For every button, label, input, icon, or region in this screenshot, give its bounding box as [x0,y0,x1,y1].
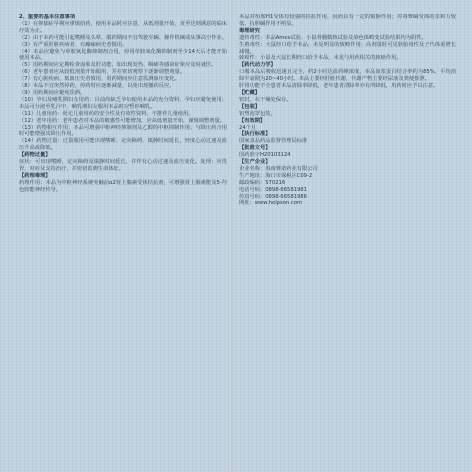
left-column [19,14,227,464]
paragraph: 生产地址：海口市保税区C09-2 [239,172,313,179]
section-heading: 【贮藏】 [239,89,260,96]
section-heading: 毒理研究 [239,27,260,34]
paragraph: 企业名称：海南赛诺药业有限公司 [239,165,318,172]
paragraph: 密封，在干燥处保存。 [239,96,292,103]
section-heading: 【执行标准】 [239,131,271,138]
paragraph: 24个月 [239,124,257,131]
paragraph: （3）有严重肝脏疾病者、有癫痫病史者慎用。 [19,41,128,48]
paragraph: （9）用药期间应避免饮酒。 [19,89,86,96]
paragraph: （13）药物相互作用：本品可增强中枢神经抑制剂及乙醇的中枢抑制作用；与降压药合用时可能增强其降压作用。 [19,124,227,138]
paragraph: 本品对组胺H1受体有较强的拮抗作用，因而具有一定的镇静作用；对毒蕈碱受体的亲和力较低，抗胆碱作用不明显。 [239,14,456,27]
paragraph: 口服本品后吸收迅速且完全，约2小时达血药峰浓度。本品血浆蛋白结合率约为85%，平均消除半衰期为20~40小时。本品主要经肝脏代谢，代谢产物主要经尿液及粪便排泄。 [239,69,456,83]
paragraph: 网址：www.helpson.com [239,200,302,207]
paragraph: （1）在抑郁症早期应谨慎给药，使用本品时应注意，从低剂量开始，直至达到满意的临床疗效为止。 [19,20,227,34]
paragraph: 国家食品药品监督管理局标准 [239,138,308,145]
paragraph: （6）老年患者应从较低剂量开始服用，并在密切观察下逐渐调整剂量。 [19,69,185,76]
paragraph: （2）由于本药可能引起嗜睡及头晕，服药期间不宜驾驶车辆、操作机械或从事高空作业。 [19,34,227,41]
paragraph: （4）本品应避免与单胺氧化酶抑制剂合用，停用单胺氧化酶抑制剂至少14天后才能开始使用本品。 [19,48,227,62]
paragraph: （10）孕妇及哺乳期妇女用药：目前尚缺乏孕妇使用本品的充分资料，孕妇应避免使用；本品可分泌至乳汁中，哺乳期妇女服用本品时应暂停哺乳。 [19,96,227,110]
section-heading: 【包装】 [239,103,260,110]
paragraph: （7）有心脏疾病、低血压史者慎用，用药期间应注意监测血压变化。 [19,76,180,83]
page-fold [230,0,232,472]
paragraph: 生殖毒性：大鼠经口给予本品，未见明显的致畸作用；高剂量时可见胚胎毒性及子代体重增长减慢。 [239,41,456,55]
paragraph: （11）儿童用药：尚无儿童用药的安全性及有效性资料，不推荐儿童使用。 [19,110,194,117]
section-heading: 【有效期】 [239,117,266,124]
paragraph: （14）药物过量：过量服用可能出现嗜睡、定向障碍、镇静时间延长，轻度心动过速及血压升高或降低。 [19,138,227,152]
paragraph: （5）用药期间应定期检查血象及肝功能，如出现发热、咽痛等感染征象应及时就医。 [19,62,217,69]
paragraph: （12）老年用药：老年患者对本品的敏感性可能增加，应从低剂量开始，谨慎调整剂量。 [19,117,226,124]
paragraph: 遗传毒性：本品Ames试验、小鼠骨髓微核试验及染色体畸变试验结果均为阴性。 [239,34,427,41]
paragraph: 邮政编码：570216 [239,179,286,186]
paragraph: 肝肾功能不全患者本品清除率降低，老年患者清除率亦有所降低，用药时应予以注意。 [239,83,439,90]
section-heading: 【药代动力学】 [239,62,276,69]
paragraph: 传真号码：0898-66581986 [239,193,307,200]
paragraph: 症状：可出现嗜睡、定向障碍及镇静时间延长，并伴有心动过速及血压变化。处理：应洗胃、对症及支持治疗，并密切监测生命体征。 [19,159,227,172]
paragraph: 致癌性：小鼠及大鼠长期经口给予本品，未见与用药相关的致癌作用。 [239,55,402,62]
paragraph: （8）本品不宜突然停药，停药时应逐渐减量，以免出现撤药反应。 [19,83,175,90]
paragraph: 铝塑泡罩包装。 [239,110,276,117]
paragraph: 药理作用：本品为中枢神经系统突触前α2肾上腺素受体拮抗剂，可增强肾上腺素能及5-羟色胺能神经传导。 [19,179,227,193]
paragraph: 国药准字H20103124 [239,152,291,159]
section-heading: 【药理毒理】 [19,172,51,179]
section-heading: 【批准文号】 [239,145,271,152]
right-column [239,14,456,464]
paragraph: 电话号码：0898-66581981 [239,186,307,193]
section-heading: 【生产企业】 [239,159,271,166]
section-heading: 【药物过量】 [19,152,51,159]
section-heading: 2、重要的基本注意事项 [19,14,76,20]
